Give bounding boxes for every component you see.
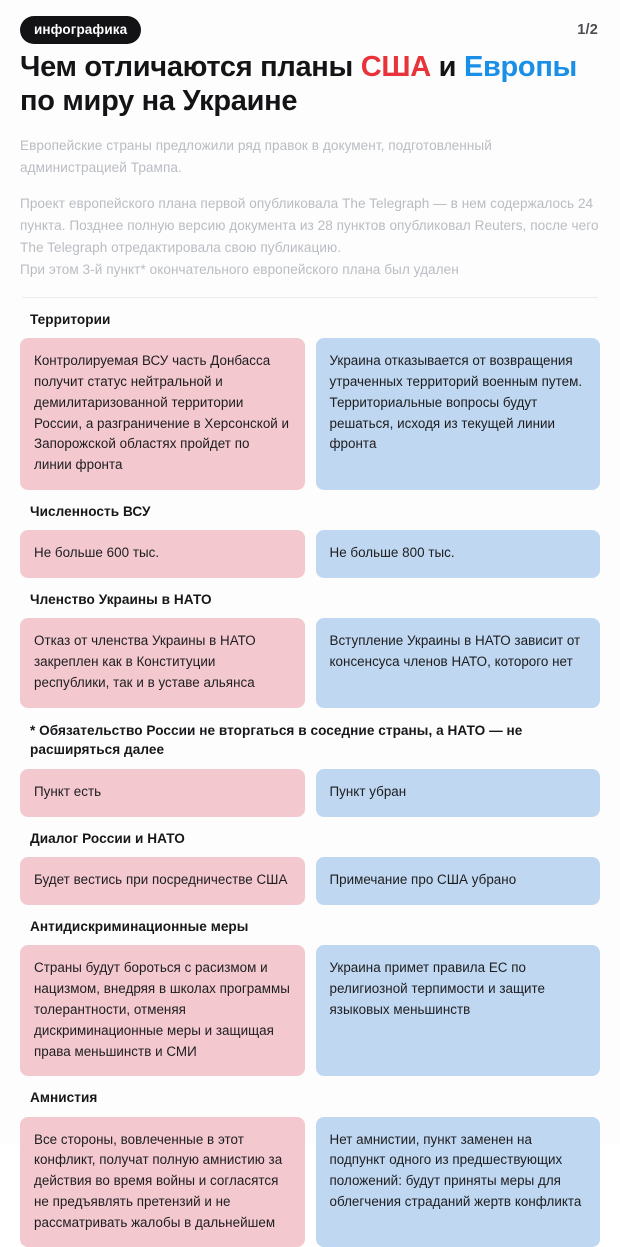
comparison-row	[20, 769, 600, 817]
headline-conjunction: и	[430, 51, 464, 83]
section-title: Членство Украины в НАТО	[30, 591, 212, 607]
page-indicator: 1/2	[577, 22, 598, 38]
us-plan-card: Все стороны, вовлеченные в этот конфликт, получат полную амнистию за действия во время войны и согласятся не предъявлять претензий и не рассматривать жалобы в дальнейшем	[20, 1117, 305, 1247]
comparison-section	[20, 905, 600, 1076]
infographic-badge: инфографика	[20, 16, 141, 45]
section-title: Антидискриминационные меры	[30, 919, 249, 935]
europe-plan-card: Украина отказывается от возвращения утраченных территорий военным путем. Территориальные вопросы будут решаться, исходя из текущей линии фронта	[316, 338, 601, 490]
comparison-row	[20, 530, 600, 578]
europe-plan-card: Пункт убран	[316, 769, 601, 817]
comparison-row	[20, 338, 600, 490]
section-title: Численность ВСУ	[30, 503, 151, 519]
comparison-row	[20, 945, 600, 1076]
section-title: * Обязательство России не вторгаться в соседние страны, а НАТО — не расширяться далее	[30, 722, 523, 757]
headline-part-3: по миру на Украине	[20, 84, 298, 117]
headline-eu: Европы	[463, 51, 578, 83]
europe-plan-card: Вступление Украины в НАТО зависит от консенсуса членов НАТО, которого нет	[316, 618, 601, 707]
comparison-section	[20, 490, 600, 578]
comparison-sections	[20, 298, 600, 1247]
comparison-section	[20, 298, 600, 490]
section-title: Диалог России и НАТО	[30, 830, 185, 846]
us-plan-card: Пункт есть	[20, 769, 305, 817]
intro-paragraph-1: Европейские страны предложили ряд правок в документ, подготовленный администрацией Трампа.	[20, 137, 492, 175]
us-plan-card: Не больше 600 тыс.	[20, 530, 305, 578]
intro-paragraph-3: При этом 3-й пункт* окончательного европейского плана был удален	[20, 261, 459, 277]
intro-paragraph-2: Проект европейского плана первой опубликовала The Telegraph — в нем содержалось 24 пункта. Позднее полную версию документа из 28 пунктов опубликовал Reuters, после чего The Telegraph отредактировала свою публикацию.	[20, 195, 599, 255]
comparison-section	[20, 708, 600, 817]
europe-plan-card: Не больше 800 тыс.	[316, 530, 601, 578]
section-title: Амнистия	[30, 1090, 98, 1106]
comparison-section	[20, 1076, 600, 1247]
us-plan-card: Страны будут бороться с расизмом и нацизмом, внедряя в школах программы толерантности, отменяя дискриминационные меры и защищая права меньшинств и СМИ	[20, 945, 305, 1076]
page-title	[20, 51, 600, 119]
comparison-row	[20, 1117, 600, 1247]
europe-plan-card: Примечание про США убрано	[316, 857, 601, 905]
comparison-section	[20, 578, 600, 708]
top-bar	[20, 0, 600, 43]
headline-us: США	[360, 51, 431, 83]
comparison-row	[20, 618, 600, 707]
intro-text	[20, 135, 600, 281]
europe-plan-card: Украина примет правила ЕС по религиозной терпимости и защите языковых меньшинств	[316, 945, 601, 1076]
comparison-section	[20, 817, 600, 905]
us-plan-card: Будет вестись при посредничестве США	[20, 857, 305, 905]
comparison-row	[20, 857, 600, 905]
section-title: Территории	[30, 311, 111, 327]
europe-plan-card: Нет амнистии, пункт заменен на подпункт одного из предшествующих положений: будут приняты меры для облегчения страданий жертв конфликта	[316, 1117, 601, 1247]
us-plan-card: Отказ от членства Украины в НАТО закреплен как в Конституции республики, так и в уставе альянса	[20, 618, 305, 707]
headline-part-1: Чем отличаются планы	[20, 51, 361, 83]
us-plan-card: Контролируемая ВСУ часть Донбасса получит статус нейтральной и демилитаризованной территории России, а разграничение в Херсонской и Запорожской областях пройдет по линии фронта	[20, 338, 305, 490]
